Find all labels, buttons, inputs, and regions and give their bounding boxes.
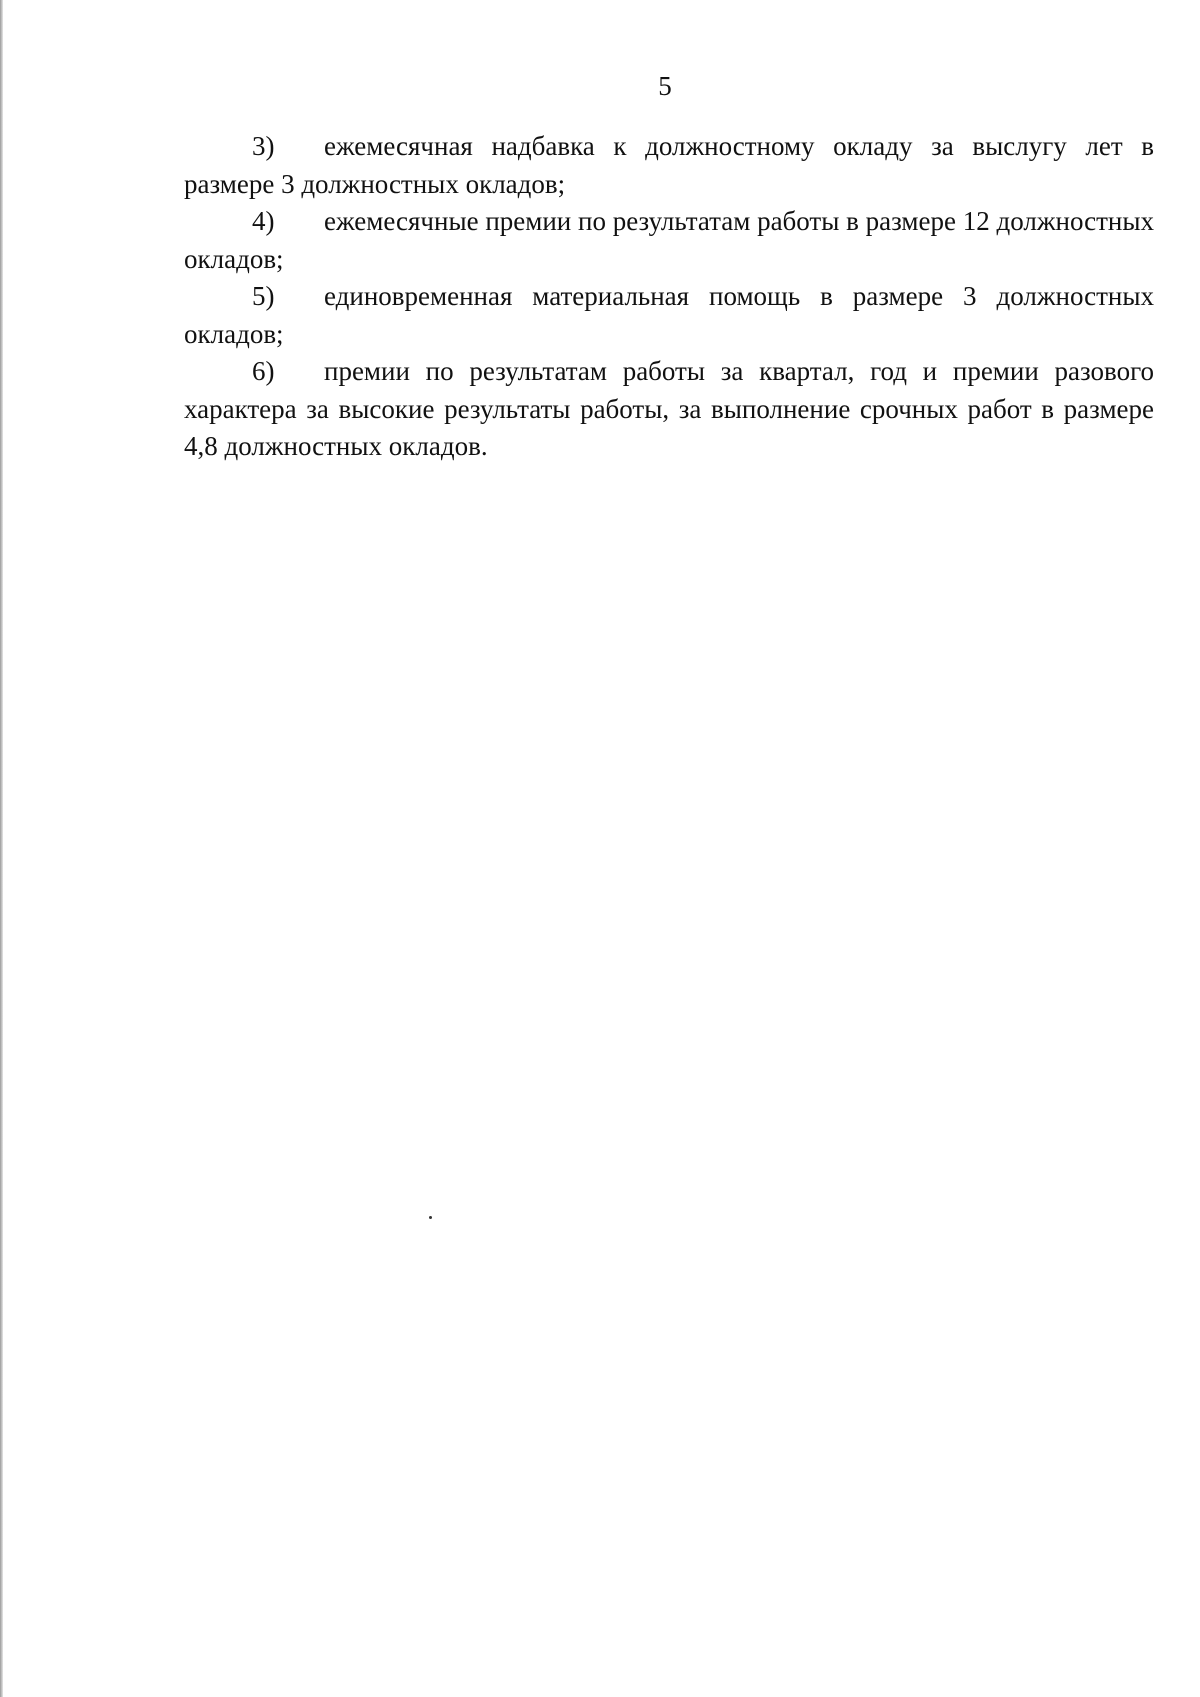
item-number: 3) [252, 131, 275, 161]
list-item [184, 278, 1154, 353]
list-item [184, 128, 1154, 203]
item-number: 6) [252, 356, 275, 386]
scan-speck [429, 1216, 432, 1219]
list-item [184, 203, 1154, 278]
item-text: ежемесячные премии по результатам работы в размере 12 должностных окладов; [184, 206, 1154, 274]
item-number: 5) [252, 281, 275, 311]
item-text: ежемесячная надбавка к должностному окладу за выслугу лет в размере 3 должностных окладов; [184, 131, 1154, 199]
scan-edge [0, 0, 3, 1697]
item-text: премии по результатам работы за квартал, год и премии разового характера за высокие результаты работы, за выполнение срочных работ в размере 4,8 должностных окладов. [184, 356, 1154, 461]
item-number: 4) [252, 206, 275, 236]
item-text: единовременная материальная помощь в размере 3 должностных окладов; [184, 281, 1154, 349]
document-body [184, 128, 1154, 466]
list-item [184, 353, 1154, 466]
page-number: 5 [658, 71, 672, 101]
